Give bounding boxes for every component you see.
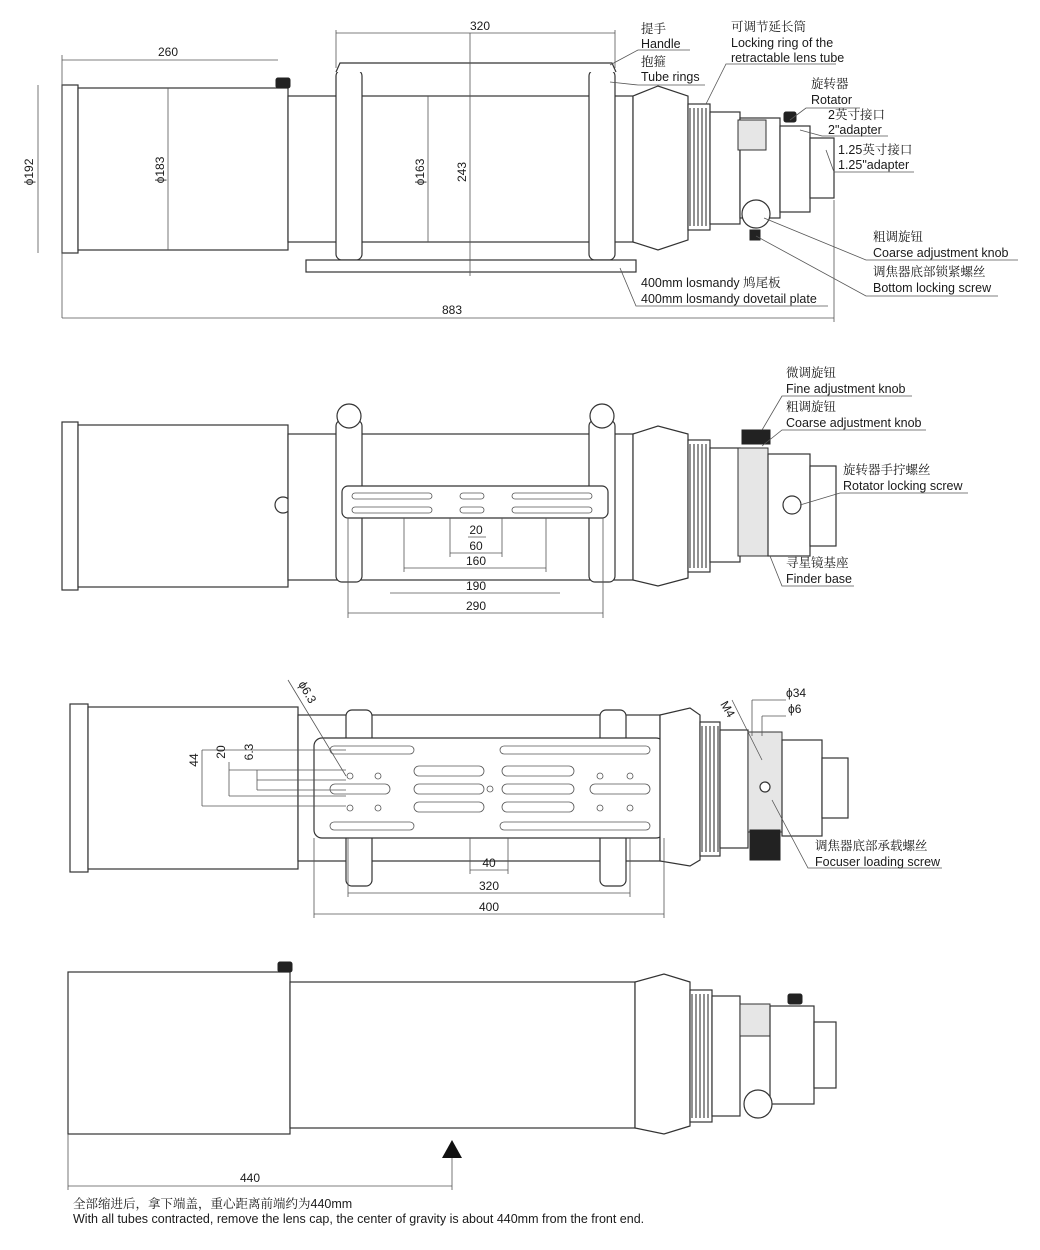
adapter-3 <box>822 758 848 818</box>
tube-ring-left <box>336 70 362 260</box>
label-lockring-cn: 可调节延长筒 <box>731 20 807 34</box>
label-fine-en: Fine adjustment knob <box>786 382 906 396</box>
dim-190: 190 <box>465 579 487 593</box>
label-rotator-cn: 旋转器 <box>811 77 849 91</box>
view-1-side <box>22 19 1018 322</box>
label-rotlock-cn: 旋转器手拧螺丝 <box>843 463 931 477</box>
dew-shield-screw <box>276 78 290 88</box>
bottom-locking-screw <box>750 230 760 240</box>
view-3-bottom <box>70 679 942 919</box>
knurled-ring <box>688 104 710 230</box>
note-cn: 全部缩进后，拿下端盖，重心距离前端约为440mm <box>73 1197 353 1211</box>
focuser-2 <box>710 448 740 562</box>
dew-shield-rim <box>62 85 78 253</box>
dew-shield-2 <box>78 425 288 587</box>
view-2-top <box>62 365 968 618</box>
dovetail-plate-3 <box>314 738 664 838</box>
adapter-2in <box>780 126 810 212</box>
dim-dia6: ϕ6 <box>788 702 802 716</box>
dim-dia63: ϕ6.3 <box>295 678 320 706</box>
label-handle-cn: 提手 <box>641 22 667 36</box>
focuser-body <box>710 112 740 224</box>
label-finder-en: Finder base <box>786 572 853 586</box>
label-rotator-en: Rotator <box>811 93 852 107</box>
dim-dia192: ϕ192 <box>22 158 36 186</box>
label-coarse2-en: Coarse adjustment knob <box>786 416 922 430</box>
label-lockring-en2: retractable lens tube <box>731 51 845 65</box>
dim-320-v3: 320 <box>478 879 500 893</box>
label-rings-en: Tube rings <box>641 70 700 84</box>
label-adapter2-cn: 2英寸接口 <box>828 108 885 122</box>
objective-cell <box>633 86 688 250</box>
adapter-4 <box>814 1022 836 1088</box>
label-lockring-en1: Locking ring of the <box>731 36 834 50</box>
focuser-loading-screw <box>760 782 770 792</box>
view-4-retracted <box>68 962 836 1226</box>
note-en: With all tubes contracted, remove the lens cap, the center of gravity is about 440mm from the front end. <box>73 1212 645 1226</box>
rotator-locking-screw <box>783 496 801 514</box>
label-adapter125-cn: 1.25英寸接口 <box>838 143 913 157</box>
knurled-ring-2 <box>688 440 710 572</box>
label-finder-cn: 寻星镜基座 <box>786 556 849 570</box>
dew-shield <box>78 88 288 250</box>
finder-base <box>738 120 766 150</box>
finder-base-2 <box>738 448 768 556</box>
dew-screw-4 <box>278 962 292 972</box>
dim-400: 400 <box>478 900 500 914</box>
rotator-screw-4 <box>788 994 802 1004</box>
center-of-gravity-marker <box>442 1140 462 1158</box>
label-adapter2-en: 2"adapter <box>828 123 882 137</box>
dim-6-3: 6.3 <box>242 743 256 761</box>
objective-cell-4 <box>635 974 690 1134</box>
focuser-3 <box>720 730 748 848</box>
dim-40: 40 <box>482 856 496 870</box>
label-coarse-cn: 粗调旋钮 <box>873 230 924 244</box>
label-bottom-en: Bottom locking screw <box>873 281 992 295</box>
dovetail-plate <box>306 260 636 272</box>
dim-dia183: ϕ183 <box>153 156 167 184</box>
label-fine-cn: 微调旋钮 <box>786 366 837 380</box>
label-coarse-en: Coarse adjustment knob <box>873 246 1009 260</box>
label-coarse2-cn: 粗调旋钮 <box>786 400 837 414</box>
dim-883: 883 <box>441 303 463 317</box>
knurled-ring-4 <box>690 990 712 1122</box>
coarse-knob-4 <box>744 1090 772 1118</box>
dim-440: 440 <box>239 1171 261 1185</box>
coarse-knob <box>742 200 770 228</box>
dew-shield-4 <box>68 972 290 1134</box>
coarse-knob-3 <box>750 830 780 860</box>
adapter-125in <box>810 138 834 198</box>
label-loading-cn: 调焦器底部承载螺丝 <box>815 839 928 853</box>
label-dovetail-en: 400mm losmandy dovetail plate <box>641 292 817 306</box>
dim-dia34: ϕ34 <box>786 686 807 700</box>
rotator-3 <box>782 740 822 836</box>
dim-dia163: ϕ163 <box>413 158 427 186</box>
label-adapter125-en: 1.25"adapter <box>838 158 910 172</box>
label-rotlock-en: Rotator locking screw <box>843 479 963 493</box>
adapter-2 <box>810 466 836 546</box>
label-loading-en: Focuser loading screw <box>815 855 941 869</box>
label-handle-en: Handle <box>641 37 681 51</box>
dim-290: 290 <box>465 599 487 613</box>
dew-shield-rim-3 <box>70 704 88 872</box>
dim-60: 60 <box>469 539 483 553</box>
handle <box>336 63 616 72</box>
dew-shield-rim-2 <box>62 422 78 590</box>
fine-knob <box>742 430 770 444</box>
dim-243: 243 <box>455 161 469 183</box>
objective-cell-3 <box>660 708 700 866</box>
rotator-4 <box>770 1006 814 1104</box>
label-bottom-cn: 调焦器底部锁紧螺丝 <box>873 265 986 279</box>
handle-end-right <box>590 404 614 428</box>
label-dovetail-cn: 400mm losmandy 鸠尾板 <box>641 276 781 290</box>
dim-44: 44 <box>187 753 201 767</box>
handle-end-left <box>337 404 361 428</box>
dim-20-v2: 20 <box>469 523 483 537</box>
dim-160: 160 <box>465 554 487 568</box>
label-rings-cn: 抱箍 <box>641 55 667 69</box>
dim-260: 260 <box>157 45 179 59</box>
dim-m4: M4 <box>717 698 738 720</box>
finder-base-4 <box>740 1004 770 1036</box>
objective-cell-2 <box>633 426 688 586</box>
tube-ring-right <box>589 70 615 260</box>
focuser-4 <box>712 996 740 1116</box>
main-tube-4 <box>290 982 635 1128</box>
dim-20-v3: 20 <box>214 745 228 759</box>
dim-320: 320 <box>469 19 491 33</box>
dew-shield-3 <box>88 707 298 869</box>
